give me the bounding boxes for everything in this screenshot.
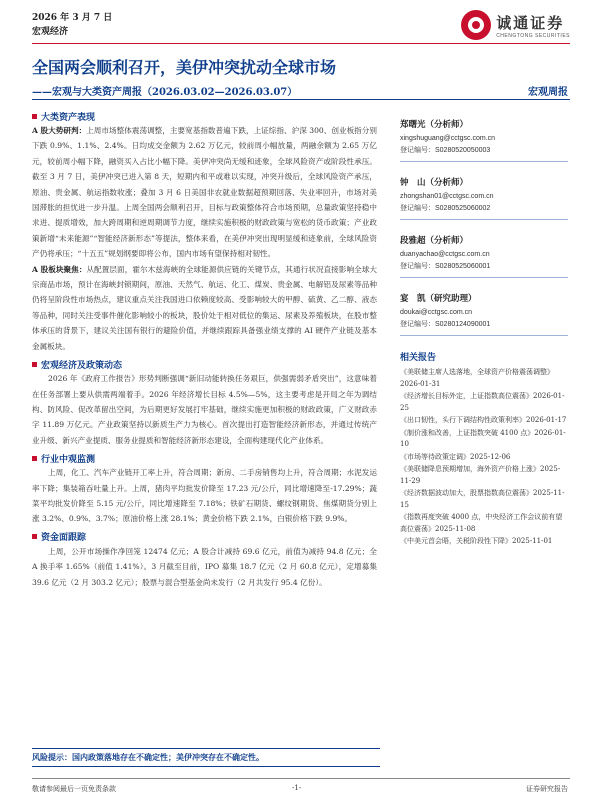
paragraph-lead: A 股板块聚焦：	[32, 264, 87, 274]
logo-name-en: CHENGTONG SECURITIES	[496, 32, 570, 39]
section-heading-macro: 宏观经济及政策动态	[32, 357, 377, 371]
report-type: 宏观周报	[528, 87, 568, 98]
paragraph-lead: A 股大势研判：	[32, 126, 87, 135]
report-subtitle: ——宏观与大类资产周报（2026.03.02—2026.03.07）	[32, 87, 298, 98]
logo-name-cn: 诚通证券	[496, 13, 565, 32]
author-divider	[400, 161, 568, 162]
paragraph-industry: 上周，化工、汽车产业链开工率上升，符合周期；新房、二手房销售均上升，符合周期；水泥发运率下降；集装箱吞吐量上升。上周，猪肉平均批发价降至 17.23 元/公斤，同比增速降至-17.29%；蔬菜平均批发价降至 5.15 元/公斤，同比增速降至 7.18%；铁矿石期货、螺纹钢期货、焦煤期货分别上涨 3.2%、0.9%、3.7%；原油价格上涨 28.1%；黄金价格下跌 2.1%，白银价格下跌 9.9%。	[32, 468, 377, 524]
related-reports-heading: 相关报告	[400, 353, 437, 363]
related-report-link[interactable]: 《指数再度突破 4000 点，中央经济工作会议前有望高位震荡》2025-11-08	[400, 513, 563, 533]
author-email: zhongshan01@cctgsc.com.cn	[400, 193, 494, 200]
author-divider	[400, 219, 568, 220]
author-email: doukai@cctgsc.com.cn	[400, 309, 473, 316]
section-heading-liquidity: 资金面跟踪	[32, 530, 377, 544]
report-date: 2026 年 3 月 7 日	[32, 13, 113, 23]
main-column	[32, 106, 377, 590]
author-reg: 登记编号：S0280525060002	[400, 205, 491, 212]
related-report-link[interactable]: 《制价涨和改善，上证指数突破 4100 点》2026-01-10	[400, 428, 566, 448]
risk-warning: 风险提示：国内政策落地存在不确定性；美伊冲突存在不确定性。	[32, 752, 264, 762]
paragraph-a-share-sectors: A 股板块聚焦：从配置层面，霍尔木兹海峡的全球能源供应链的关键节点，其通行状况直接影响全球大宗商品市场，预计在海峡封锁期间，原油、天然气、航运、化工、煤炭、贵金属、电解铝及尿素等品种仍将呈阶段性市场热点，建议重点关注我国进口依赖度较高、受影响较大的甲醇、硫黄、乙二醇、液态等品种，同时关注受事件催化影响较小的板块，股价处于相对低位的集运、尿素及养殖板块，在股市整体承压的背景下，建议关注国有银行的避险价值，并继续跟踪具备强业绩支撑的 AI 硬件产业链及基本金属板块。	[32, 264, 377, 351]
square-bullet-icon	[32, 114, 37, 119]
author-card	[400, 176, 568, 220]
author-divider	[400, 277, 568, 278]
author-name: 郑曙光（分析师）	[400, 120, 469, 130]
footer-doc-type: 证券研究报告	[526, 785, 568, 793]
related-report-link[interactable]: 《经济增长目标外定，上证指数高位震荡》2026-01-25	[400, 392, 565, 412]
company-logo	[461, 10, 570, 40]
related-report-link[interactable]: 《美联储降息预期增加，海外资产价格上涨》2025-11-29	[400, 465, 561, 485]
author-card	[400, 234, 568, 278]
logo-mark-icon	[461, 10, 491, 40]
square-bullet-icon	[32, 362, 37, 367]
author-name: 段雅超（分析师）	[400, 236, 469, 246]
paragraph-liquidity: 上周，公开市场操作净回笼 12474 亿元；A 股合计减持 69.6 亿元，前值为减持 94.8 亿元；全 A 换手率 1.65%（前值 1.41%）。3 月截至目前，IPO 募集 18.7 亿元（2 月 60.8 亿元），定增募集 39.6 亿元（2 月 303.2 亿元）；股票与混合型基金尚未发行（2 月共发行 95.4 亿份）。	[32, 546, 377, 587]
author-name: 钟 山（分析师）	[400, 178, 469, 188]
subtitle-divider	[32, 99, 570, 100]
footer-disclaimer: 敬请参阅最后一页免责条款	[32, 785, 116, 793]
header-divider	[32, 43, 570, 44]
author-reg: 登记编号：S0280525060001	[400, 263, 491, 270]
author-name: 宴 凯（研究助理）	[400, 294, 477, 304]
author-divider	[400, 335, 568, 336]
report-title: 全国两会顺利召开，美伊冲突扰动全球市场	[32, 58, 337, 77]
related-report-link[interactable]: 《经济数据波动加大，股票指数高位震荡》2025-11-15	[400, 489, 565, 509]
side-column	[400, 118, 568, 549]
author-card	[400, 292, 568, 336]
square-bullet-icon	[32, 534, 37, 539]
author-reg: 登记编号：S0280124090001	[400, 321, 491, 328]
footer-divider	[32, 778, 570, 779]
risk-divider-top	[32, 748, 380, 749]
paragraph-macro: 2026 年《政府工作报告》形势判断强调“新旧动能转换任务艰巨，供强需弱矛盾突出”，这意味着在任务部署上要从供需两端着手。2026 年经济增长目标 4.5%—5%，这主要考虑是开局之年为调结构、防风险、促改革留出空间，为后期更好发展打牢基础，继续实施更加积极的财政政策，广义财政赤字 11.89 万亿元。产业政策坚持以新质生产力为核心。首次提出打造智能经济新形态，并通过传统产业升级、新兴产业提质、服务业提质和智能经济新形态建设，全面构建现代化产业体系。	[32, 374, 377, 445]
author-email: duanyachao@cctgsc.com.cn	[400, 251, 490, 258]
page-number: -1-	[292, 784, 302, 792]
related-report-link[interactable]: 《中美元首会晤，关税阶段性下降》2025-11-01	[400, 537, 553, 545]
related-report-link[interactable]: 《出口韧性，头行下调结构性政策利率》2026-01-17	[400, 416, 567, 424]
report-category: 宏观经济	[32, 27, 69, 37]
paragraph-a-share-outlook: A 股大势研判：上周市场整体震荡调整，主要宽基指数普遍下跌，上证综指、沪深 300、创业板指分别下跌 0.9%、1.1%、2.4%。日均成交金额为 2.62 万亿元，较前周小幅放量，两融余额为 2.65 万亿元，较前周小幅下降，融资买入占比小幅下降。美伊冲突尚无缓和迹象，全球风险资产或阶段性承压。截至 3 月 7 日，美伊冲突已进入第 8 天，短期内和平或难以实现，冲突升级后，全球风险资产承压，原油、贵金属、航运指数收涨；叠加 3 月 6 日美国非农就业数据超预期回落、失业率回升，市场对美国滞胀的担忧进一步升温。上周全国两会顺利召开，目标与政策整体符合市场预期，总量政策坚持稳中求进、提质增效，加大跨周期和逆周期调节力度，继续实施积极的财政政策与宽松的货币政策；产业政策新增“未来能源”“智能经济新形态”等提法，整体来看，在美伊冲突出现明显缓和迹象前，全球风险资产仍将承压；“十五五”规划纲要即将公布，国内市场有望保持相对韧性。	[32, 126, 377, 259]
related-report-link[interactable]: 《市场等待政策定调》2025-12-06	[400, 452, 511, 461]
author-card	[400, 118, 568, 162]
author-reg: 登记编号：S0280520050003	[400, 147, 491, 154]
author-email: xingshuguang@cctgsc.com.cn	[400, 135, 496, 142]
section-heading-assets: 大类资产表现	[32, 109, 377, 123]
risk-divider-bottom	[32, 766, 380, 767]
related-report-link[interactable]: 《美联储主席人选落地，全球资产价格震荡调整》2026-01-31	[400, 368, 554, 388]
square-bullet-icon	[32, 456, 37, 461]
section-heading-industry: 行业中观监测	[32, 451, 377, 465]
